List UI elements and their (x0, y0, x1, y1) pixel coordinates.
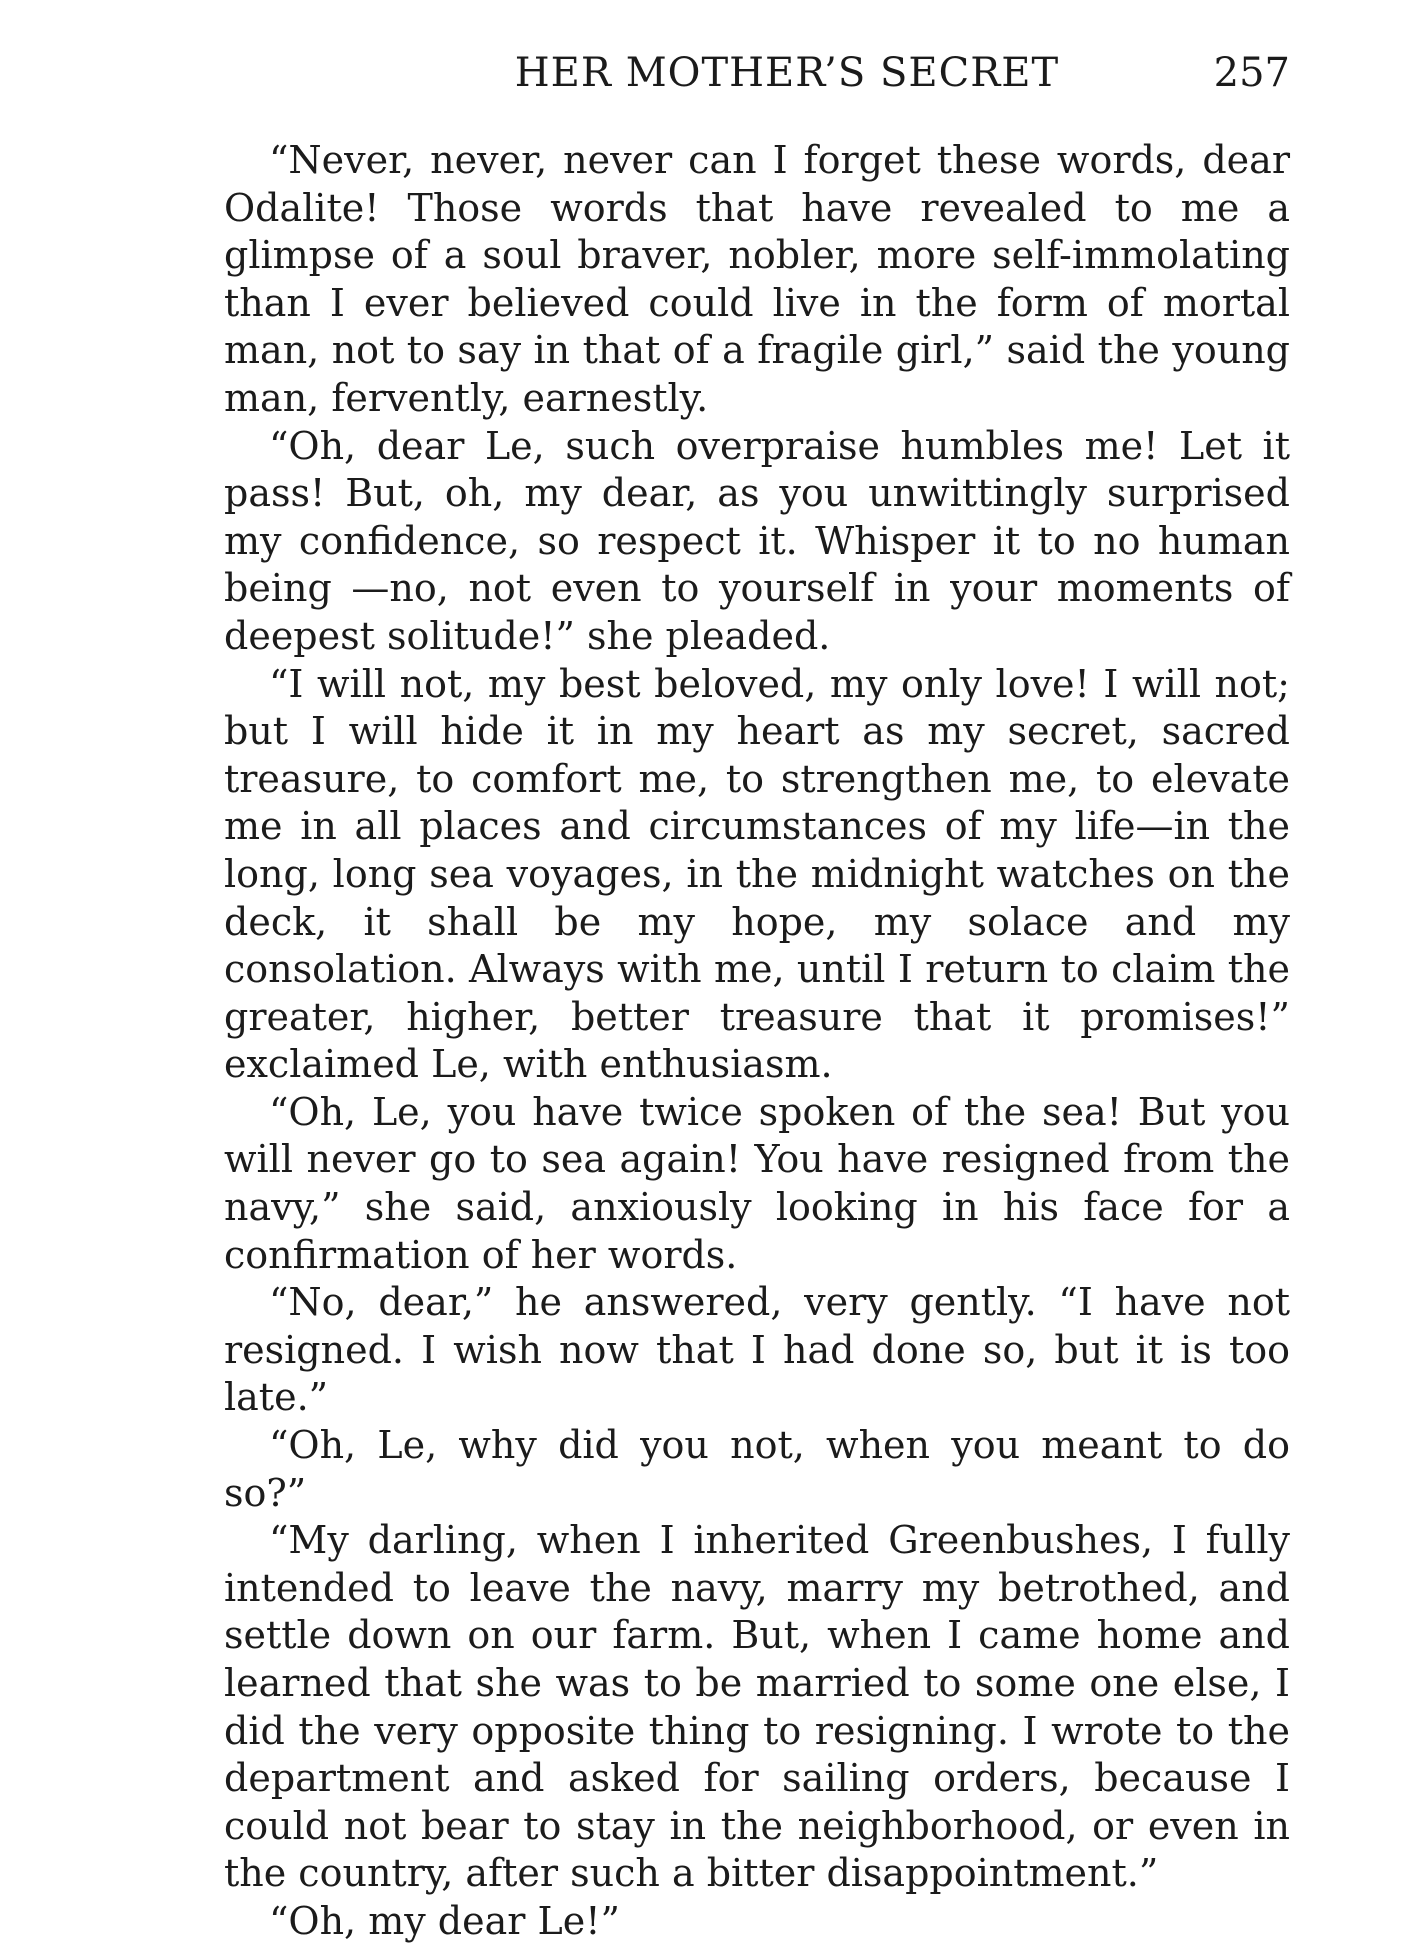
paragraph: “Oh, dear Le, such overpraise humbles me! Let it pass! But, oh, my dear, as you unwittingly surprised my confidence, so respect it. Whisper it to no human being —no, not even to yourself in your moments of deepest solitude!” she pleaded. (224, 423, 1290, 658)
paragraph: “My darling, when I inherited Greenbushes, I fully intended to leave the navy, marry my betrothed, and settle down on our farm. But, when I came home and learned that she was to be married to some one else, I did the very opposite thing to resigning. I wrote to the department and asked for sailing orders, because I could not bear to stay in the neighborhood, or even in the country, after such a bitter disappointment.” (224, 1518, 1290, 1896)
paragraph: “Oh, Le, you have twice spoken of the sea! But you will never go to sea again! You have resigned from the navy,” she said, anxiously looking in his face for a confirmation of her words. (224, 1089, 1290, 1277)
paragraph: “Never, never, never can I forget these words, dear Odalite! Those words that have revealed to me a glimpse of a soul braver, nobler, more self-immolating than I ever believed could live in the form of mortal man, not to say in that of a fragile girl,” said the young man, fervently, earnestly. (224, 138, 1290, 420)
paragraph: “No, dear,” he answered, very gently. “I have not resigned. I wish now that I had done so, but it is too late.” (224, 1280, 1290, 1420)
page-number: 257 (1213, 50, 1290, 96)
running-title: HER MOTHER’S SECRET (514, 50, 1060, 96)
body-text (224, 137, 1290, 1946)
running-head (224, 50, 1290, 110)
paragraph: “I will not, my best beloved, my only love! I will not; but I will hide it in my heart as my secret, sacred treasure, to comfort me, to strengthen me, to elevate me in all places and circumstances of my life—in the long, long sea voyages, in the midnight watches on the deck, it shall be my hope, my solace and my consolation. Always with me, until I return to claim the greater, higher, better treasure that it promises!” exclaimed Le, with enthusiasm. (224, 661, 1290, 1087)
paragraph: “Oh, Le, why did you not, when you meant to do so?” (224, 1423, 1290, 1515)
paragraph: “Oh, my dear Le!” (269, 1898, 620, 1943)
